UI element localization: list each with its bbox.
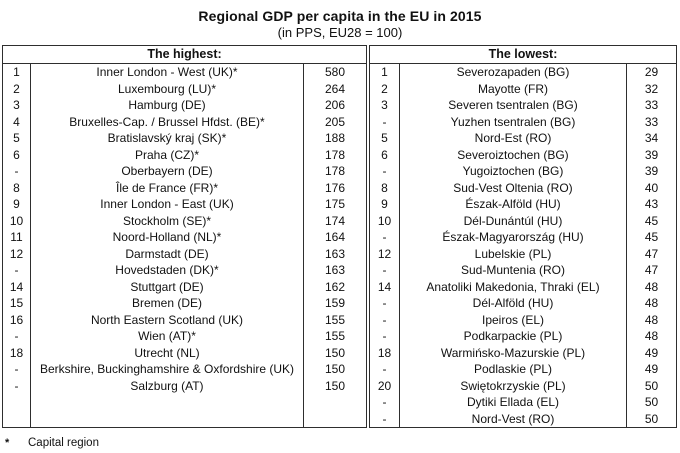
- rank-cell: -: [382, 296, 387, 310]
- rank-cell: -: [382, 263, 387, 277]
- value-cell: 47: [644, 246, 659, 261]
- value-cell: 40: [644, 180, 659, 195]
- region-cell: Bratislavský kraj (SK)*: [107, 131, 227, 145]
- rank-cell: -: [382, 329, 387, 343]
- region-cell: Sud-Vest Oltenia (RO): [453, 180, 573, 195]
- rank-cell: 12: [9, 246, 24, 261]
- region-cell: Warmińsko-Mazurskie (PL): [440, 345, 586, 360]
- value-cell: 45: [644, 213, 659, 228]
- region-cell: Île de France (FR)*: [115, 180, 219, 195]
- rank-cell: 3: [13, 98, 20, 112]
- table-lowest-body: [370, 64, 676, 427]
- rank-cell: -: [14, 362, 19, 376]
- value-cell: 162: [324, 279, 346, 294]
- table-lowest: [369, 45, 677, 428]
- rank-cell: 1: [13, 65, 20, 79]
- region-cell: Inner London - West (UK)*: [96, 65, 238, 79]
- region-cell: Sud-Muntenia (RO): [460, 263, 566, 277]
- value-cell: 47: [644, 263, 659, 277]
- rank-cell: 6: [381, 147, 388, 162]
- region-cell: Hamburg (DE): [128, 98, 206, 112]
- region-cell: Praha (CZ)*: [134, 147, 199, 162]
- value-cell: 178: [324, 147, 346, 162]
- value-cell: 164: [324, 230, 346, 244]
- value-cell: 50: [644, 378, 659, 393]
- table-lowest-header: The lowest:: [370, 46, 676, 64]
- value-cell: 174: [324, 213, 346, 228]
- rank-cell: 11: [10, 230, 23, 244]
- value-cell: 39: [644, 164, 659, 178]
- rank-cell: -: [382, 395, 387, 409]
- rank-cell: 9: [381, 197, 388, 211]
- region-cell: Mayotte (FR): [477, 81, 548, 96]
- region-cell: Bruxelles-Cap. / Brussel Hfdst. (BE)*: [69, 114, 265, 129]
- value-cell: 159: [324, 296, 346, 310]
- value-cell: 50: [644, 411, 659, 426]
- region-cell: Wien (AT)*: [138, 329, 196, 343]
- rank-cell: 8: [381, 180, 388, 195]
- rank-cell: 10: [377, 213, 392, 228]
- rank-cell: -: [14, 378, 19, 393]
- region-cell: Ipeiros (EL): [481, 312, 545, 327]
- rank-cell: -: [382, 164, 387, 178]
- region-cell: Észak-Magyarország (HU): [442, 230, 584, 244]
- value-cell: 49: [644, 345, 659, 360]
- rank-cell: 16: [9, 312, 24, 327]
- region-cell: Dél-Alföld (HU): [472, 296, 554, 310]
- region-cell: Dél-Dunántúl (HU): [463, 213, 563, 228]
- rank-cell: -: [14, 329, 19, 343]
- tables-container: [2, 45, 680, 428]
- value-cell: 155: [324, 329, 346, 343]
- value-cell: 48: [644, 312, 659, 327]
- region-cell: Yuzhen tsentralen (BG): [450, 114, 576, 129]
- value-cell: 205: [324, 114, 346, 129]
- value-cell: 176: [324, 180, 346, 195]
- value-cell: 45: [644, 230, 659, 244]
- rank-cell: 18: [377, 345, 392, 360]
- region-cell: Nord-Est (RO): [474, 131, 552, 145]
- rank-cell: 14: [377, 279, 392, 294]
- rank-cell: 18: [9, 345, 24, 360]
- rank-cell: 1: [381, 65, 388, 79]
- region-cell: Utrecht (NL): [134, 345, 200, 360]
- value-cell: 49: [644, 362, 659, 376]
- rank-cell: -: [14, 164, 19, 178]
- footnote-symbol: *: [5, 437, 10, 449]
- chart-title: Regional GDP per capita in the EU in 2015: [198, 8, 482, 24]
- value-cell: 163: [324, 263, 346, 277]
- rank-cell: 8: [13, 180, 20, 195]
- region-cell: Swiętokrzyskie (PL): [460, 378, 566, 393]
- value-cell: 150: [324, 345, 346, 360]
- rank-column: [3, 64, 31, 427]
- region-cell: Anatoliki Makedonia, Thraki (EL): [426, 279, 600, 294]
- value-cell: 155: [324, 312, 346, 327]
- value-column: [304, 64, 366, 427]
- region-column: [31, 64, 304, 427]
- value-cell: 39: [644, 147, 659, 162]
- value-cell: 50: [644, 395, 659, 409]
- region-cell: Podkarpackie (PL): [463, 329, 563, 343]
- value-cell: 150: [324, 362, 346, 376]
- region-cell: Severozapaden (BG): [456, 65, 570, 79]
- region-cell: Yugoiztochen (BG): [462, 164, 564, 178]
- region-cell: Luxembourg (LU)*: [117, 81, 217, 96]
- value-cell: 32: [644, 81, 659, 96]
- table-highest-body: [3, 64, 366, 427]
- rank-cell: 5: [381, 131, 388, 145]
- region-cell: Nord-Vest (RO): [471, 411, 555, 426]
- rank-cell: -: [382, 362, 387, 376]
- value-cell: 33: [644, 114, 659, 129]
- region-cell: Darmstadt (DE): [125, 246, 209, 261]
- rank-cell: 12: [377, 246, 392, 261]
- region-column: [400, 64, 627, 427]
- footnote: [5, 437, 680, 449]
- rank-cell: 4: [13, 114, 20, 129]
- region-cell: Lubelskie (PL): [474, 246, 552, 261]
- value-cell: 188: [324, 131, 346, 145]
- rank-cell: 10: [9, 213, 24, 228]
- region-cell: Inner London - East (UK): [100, 197, 234, 211]
- rank-cell: -: [382, 411, 387, 426]
- value-cell: 163: [324, 246, 346, 261]
- region-cell: Észak-Alföld (HU): [465, 197, 561, 211]
- value-cell: 206: [324, 98, 346, 112]
- chart-subtitle: (in PPS, EU28 = 100): [277, 25, 403, 40]
- rank-cell: 3: [381, 98, 388, 112]
- region-cell: Dytiki Ellada (EL): [466, 395, 560, 409]
- value-cell: 33: [644, 98, 659, 112]
- rank-cell: 2: [381, 81, 388, 96]
- footnote-text: Capital region: [28, 437, 99, 449]
- value-cell: 43: [644, 197, 659, 211]
- table-highest-header: The highest:: [3, 46, 366, 64]
- rank-cell: -: [14, 263, 19, 277]
- region-cell: Noord-Holland (NL)*: [112, 230, 222, 244]
- value-cell: 34: [644, 131, 659, 145]
- region-cell: Stuttgart (DE): [130, 279, 204, 294]
- region-cell: Stockholm (SE)*: [122, 213, 212, 228]
- rank-column: [370, 64, 400, 427]
- rank-cell: -: [382, 312, 387, 327]
- rank-cell: 9: [13, 197, 20, 211]
- value-cell: 175: [324, 197, 346, 211]
- value-cell: 48: [644, 296, 659, 310]
- value-cell: 178: [324, 164, 346, 178]
- rank-cell: 5: [13, 131, 20, 145]
- region-cell: Severoiztochen (BG): [457, 147, 569, 162]
- rank-cell: 20: [377, 378, 392, 393]
- rank-cell: 6: [13, 147, 20, 162]
- region-cell: Berkshire, Buckinghamshire & Oxfordshire (UK): [39, 362, 295, 376]
- value-cell: 264: [324, 81, 346, 96]
- value-cell: 29: [644, 65, 659, 79]
- rank-cell: 14: [9, 279, 24, 294]
- rank-cell: 15: [9, 296, 24, 310]
- rank-cell: -: [382, 230, 387, 244]
- table-highest: [2, 45, 367, 428]
- region-cell: Severen tsentralen (BG): [448, 98, 578, 112]
- value-cell: 48: [644, 279, 659, 294]
- value-cell: 150: [324, 378, 346, 393]
- rank-cell: -: [382, 114, 387, 129]
- region-cell: Salzburg (AT): [130, 378, 204, 393]
- value-column: [627, 64, 676, 427]
- value-cell: 580: [324, 65, 346, 79]
- rank-cell: 2: [13, 81, 20, 96]
- region-cell: Bremen (DE): [131, 296, 202, 310]
- region-cell: Oberbayern (DE): [121, 164, 213, 178]
- region-cell: North Eastern Scotland (UK): [90, 312, 244, 327]
- value-cell: 48: [644, 329, 659, 343]
- region-cell: Hovedstaden (DK)*: [115, 263, 219, 277]
- region-cell: Podlaskie (PL): [473, 362, 553, 376]
